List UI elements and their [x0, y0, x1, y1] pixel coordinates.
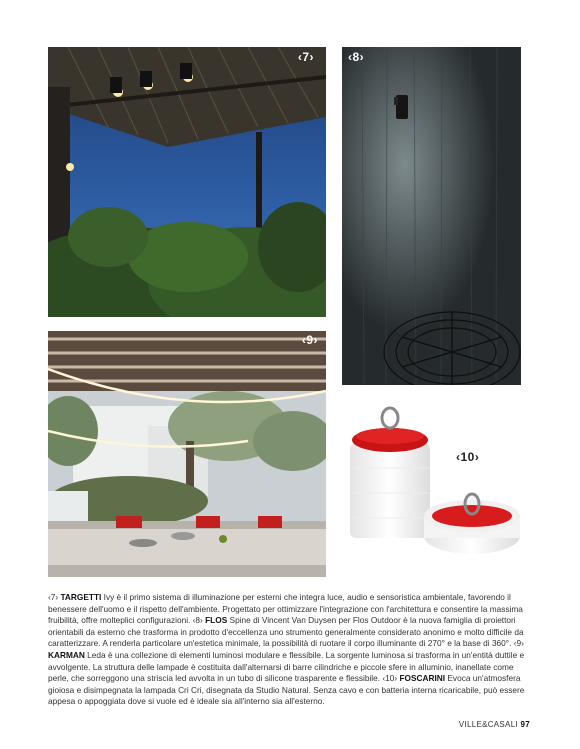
- photo-targetti-pergola: [48, 47, 326, 317]
- caption-num-10: ‹10›: [382, 673, 398, 684]
- photo-number-7: ‹7›: [297, 50, 314, 64]
- caption-text: [48, 592, 530, 708]
- photo-number-9: ‹9›: [301, 333, 318, 347]
- page-footer: [459, 720, 530, 729]
- photo-flos-wall: [342, 47, 521, 385]
- caption-text-targetti: Ivy è il primo sistema di illuminazione per esterni che integra luce, audio e sensoristica ambientale, favorendo il benessere dell'uomo e il rispetto dell'ambiente. Progettato per ottimizzare l'integrazione con l'architettura e consentire la massima fruibilità, offre molteplici configurazioni.: [48, 592, 523, 626]
- caption-text-flos: Spine di Vincent Van Duysen per Flos Outdoor è la nuova famiglia di proiettori orientabili da esterno che trasforma in prodotto d'eccellenza uno strumento generalmente considerato anonimo e molto difficile da caratterizzare. A renderla particolare un'estetica minimale, la possibilità di ruotare il corpo illuminante di 270° e la base di 360°.: [48, 615, 524, 649]
- caption-brand-foscarini: FOSCARINI: [399, 673, 446, 684]
- photo-number-8: ‹8›: [348, 50, 365, 64]
- caption-text-karman: Leda è una collezione di elementi luminosi modulare e flessibile. La sorgente luminosa si trasforma in un'entità duttile e avvolgente. La struttura delle lampade è costituita dall'alternarsi di barre cilindriche e piccole sfere in alluminio, inanellate come perle, che sorreggono una striscia led avvolta in un tubo di silicone trasparente e flessibile.: [48, 649, 525, 684]
- caption-num-9: ‹9›: [513, 638, 524, 649]
- caption-num-7: ‹7›: [48, 592, 59, 602]
- caption-brand-karman: KARMAN: [48, 649, 85, 660]
- pergola-night-image: [48, 47, 326, 317]
- photo-number-10: ‹10›: [456, 450, 480, 464]
- photo-karman-terrace: [48, 331, 326, 577]
- photo-foscarini-lamps: [342, 398, 538, 583]
- caption-brand-targetti: TARGETTI: [60, 592, 102, 602]
- caption-brand-flos: FLOS: [205, 615, 228, 626]
- caption-num-8: ‹8›: [192, 615, 203, 626]
- page-number: 97: [520, 720, 530, 729]
- concrete-wall-image: [342, 47, 521, 385]
- terrace-image: [48, 331, 326, 577]
- caption-text-foscarini: Evoca un'atmosfera gioiosa e disimpegnata la lampada Cri Cri, disegnata da Studio Natural. Senza cavo e con batteria interna ricaricabile, può essere appesa o appoggiata dove si vuole ed è ideale sia all'interno sia all'esterno.: [48, 673, 525, 707]
- magazine-name: VILLE&CASALI: [458, 720, 518, 729]
- cricri-lamps-image: [342, 398, 538, 583]
